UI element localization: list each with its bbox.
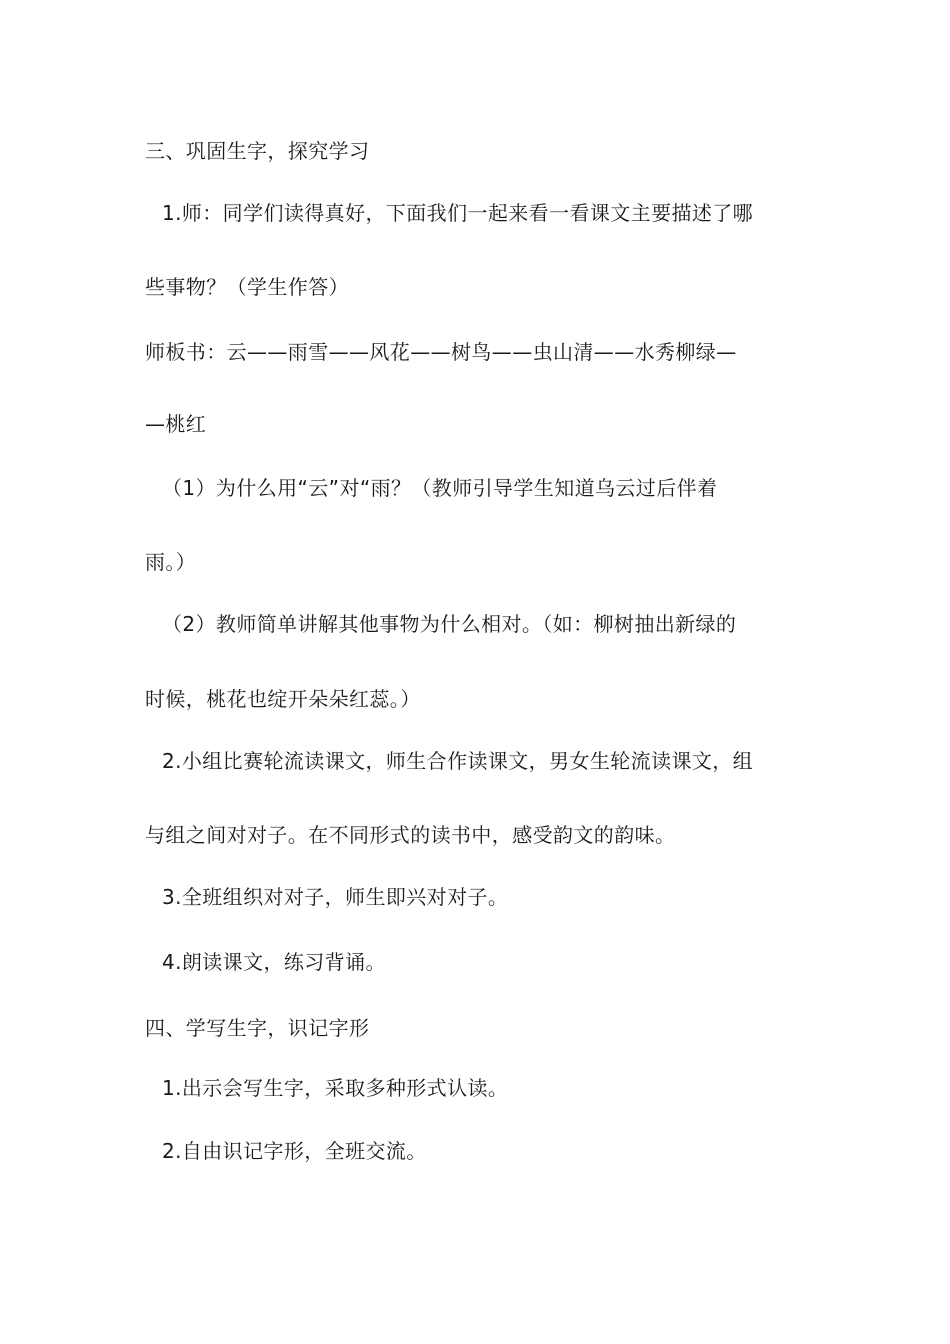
paragraph-line: 1.师：同学们读得真好，下面我们一起来看一看课文主要描述了哪 [162, 201, 754, 225]
paragraph-line: —桃红 [145, 412, 207, 436]
paragraph-line: 4.朗读课文，练习背诵。 [162, 950, 386, 974]
paragraph-line: 雨。） [145, 550, 197, 574]
paragraph-line: 1.出示会写生字，采取多种形式认读。 [162, 1076, 509, 1100]
paragraph-line: 3.全班组织对对子，师生即兴对对子。 [162, 885, 509, 909]
paragraph-line: 时候，桃花也绽开朵朵红蕊。） [145, 687, 421, 711]
paragraph-line: （2）教师简单讲解其他事物为什么相对。（如：柳树抽出新绿的 [162, 612, 737, 636]
paragraph-line: 师板书：云——雨雪——风花——树鸟——虫山清——水秀柳绿— [145, 340, 737, 364]
section-heading-3: 三、巩固生字，探究学习 [145, 139, 370, 163]
paragraph-line: 些事物？（学生作答） [145, 275, 349, 299]
section-heading-4: 四、学写生字，识记字形 [145, 1016, 370, 1040]
paragraph-line: 2.自由识记字形，全班交流。 [162, 1139, 427, 1163]
paragraph-line: 与组之间对对子。在不同形式的读书中，感受韵文的韵味。 [145, 823, 676, 847]
paragraph-line: 2.小组比赛轮流读课文，师生合作读课文，男女生轮流读课文，组 [162, 749, 754, 773]
paragraph-line: （1）为什么用“云”对“雨？（教师引导学生知道乌云过后伴着 [162, 476, 718, 500]
